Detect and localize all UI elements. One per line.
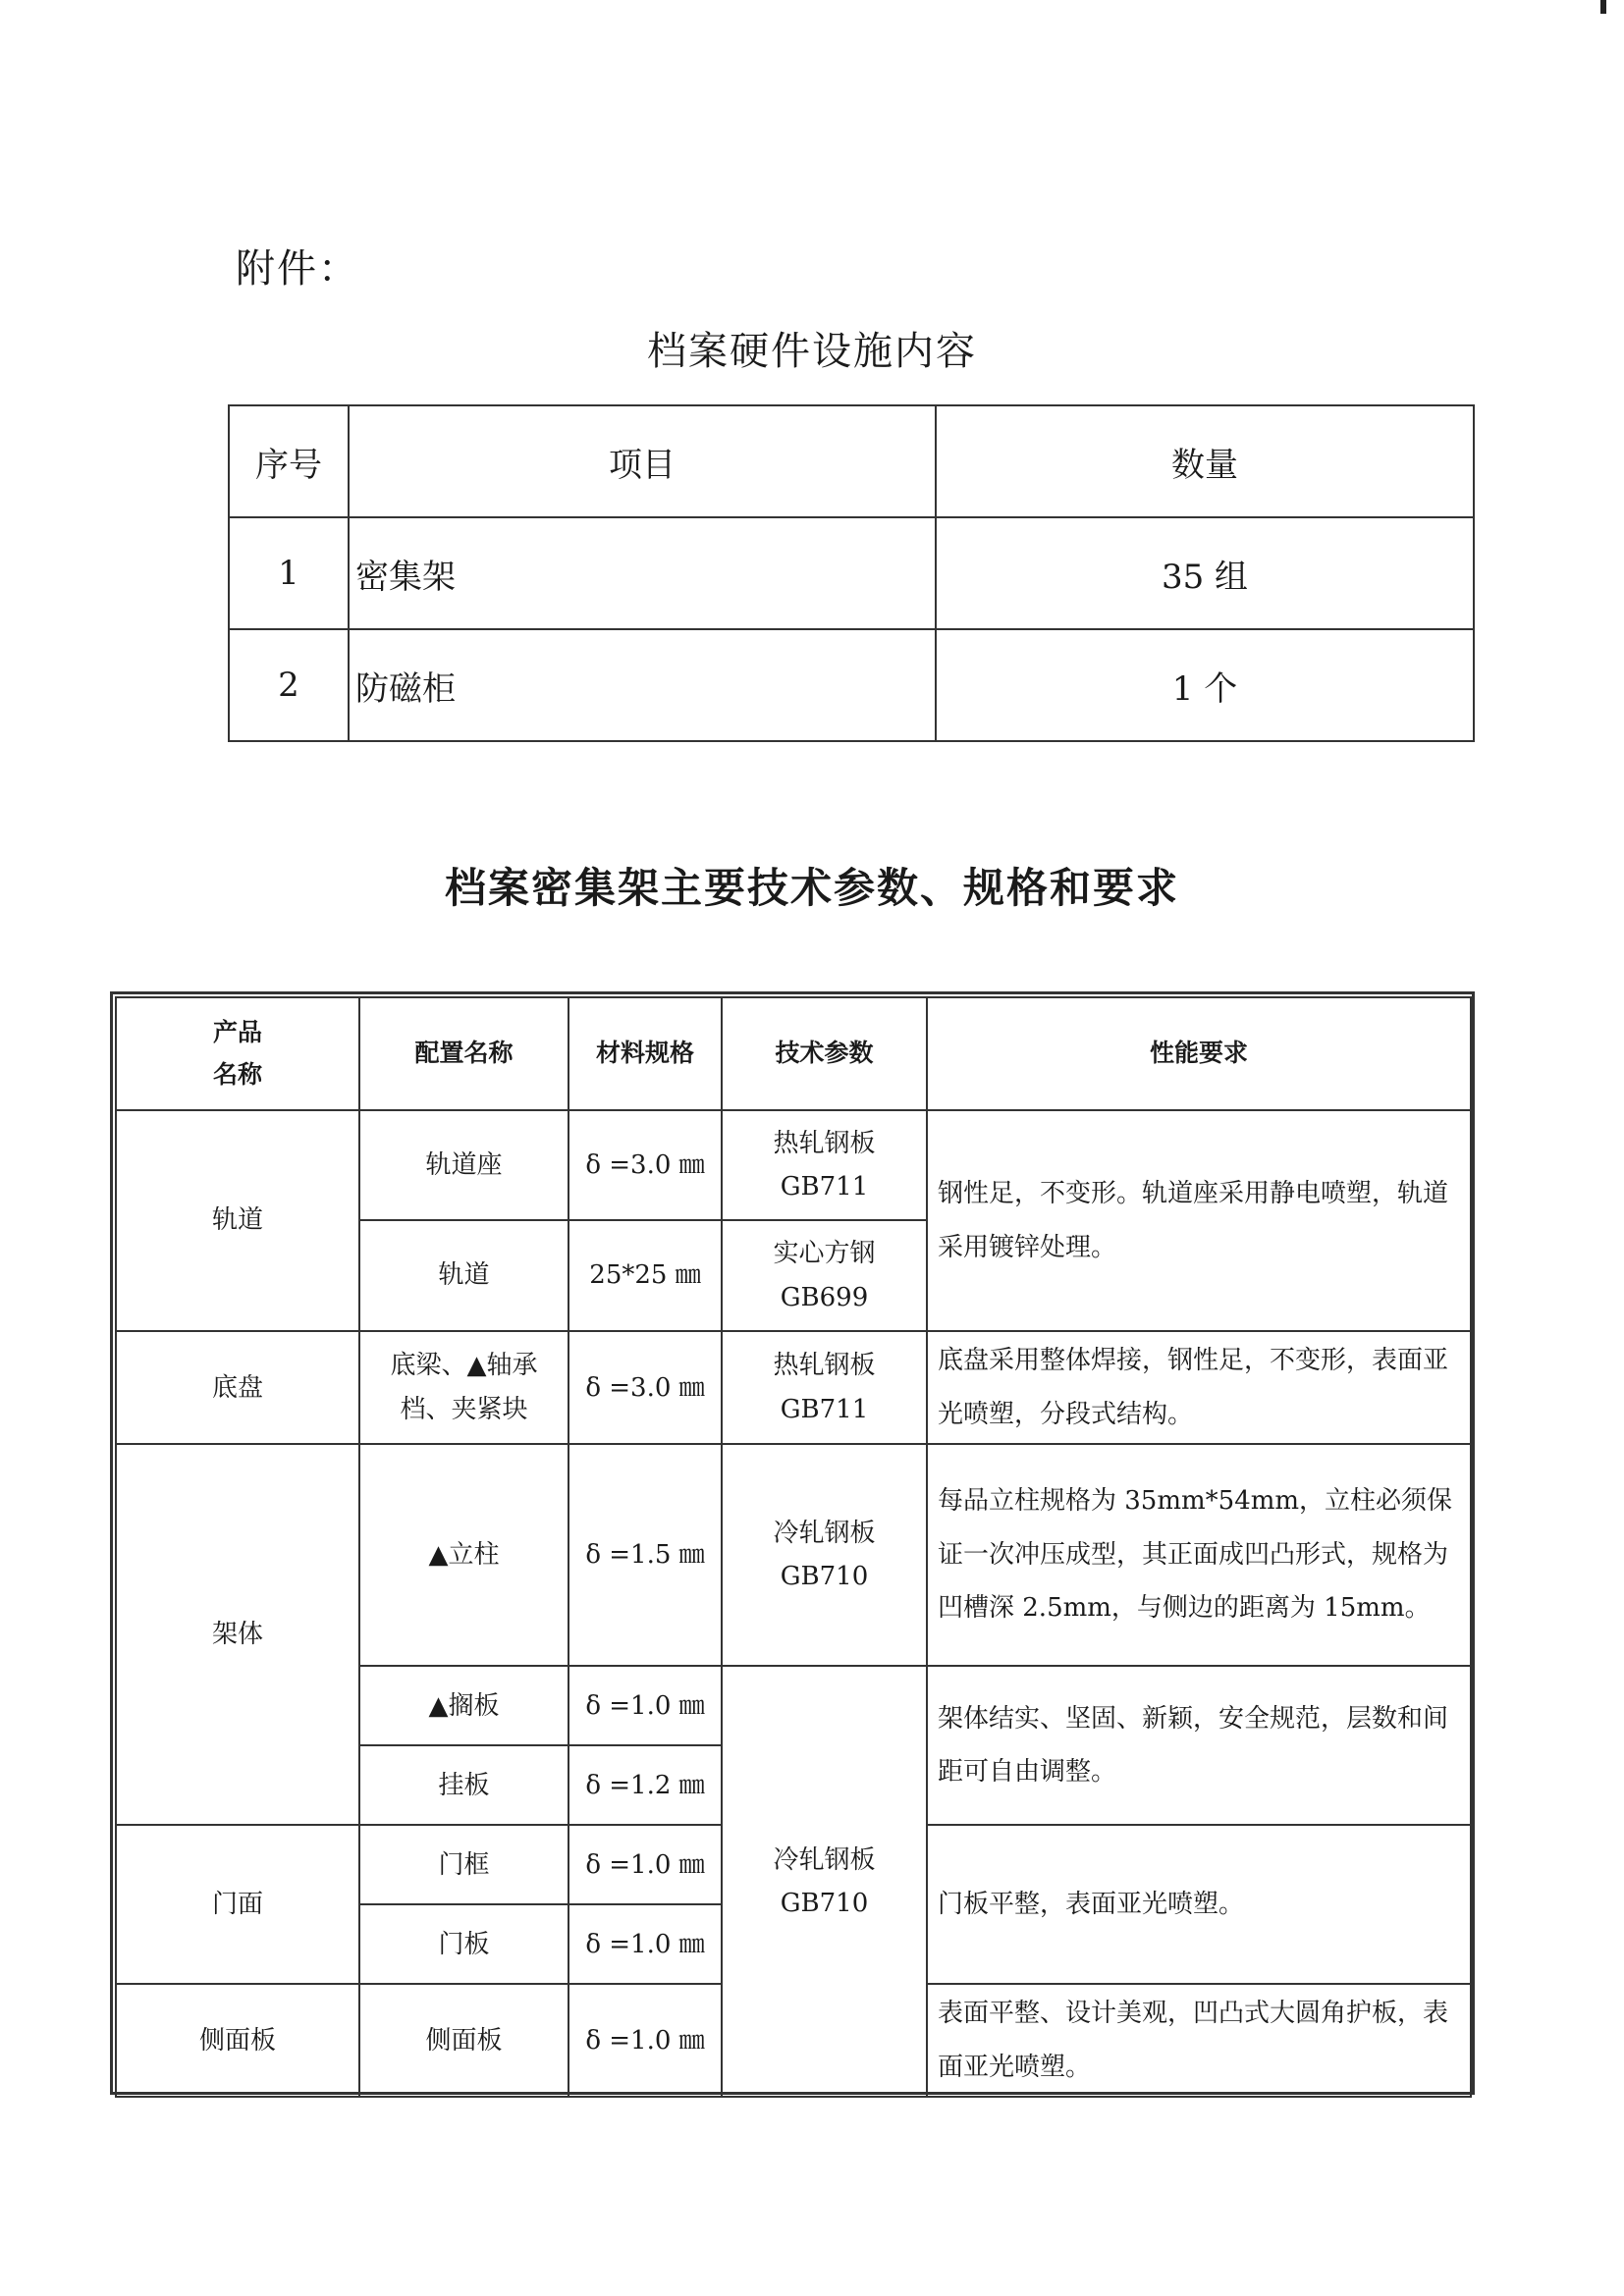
tech-cell [722, 1220, 927, 1331]
tech-line: GB711 [780, 1172, 869, 1201]
row-no: 2 [229, 629, 349, 741]
header-product-line2: 名称 [212, 1059, 262, 1089]
tech-cell [722, 1331, 927, 1444]
tech-line: 冷轧钢板 [773, 1844, 876, 1875]
table-header-row [116, 997, 1471, 1110]
material-cell: δ =3.0 ㎜ [568, 1331, 722, 1444]
config-cell: 门板 [359, 1904, 568, 1984]
material-cell: 25*25 ㎜ [568, 1220, 722, 1331]
product-side: 侧面板 [116, 1984, 359, 2097]
material-cell: δ =1.2 ㎜ [568, 1745, 722, 1825]
table-row [229, 517, 1474, 629]
perf-track: 钢性足，不变形。轨道座采用静电喷塑，轨道采用镀锌处理。 [927, 1110, 1471, 1331]
material-cell: δ =1.0 ㎜ [568, 1904, 722, 1984]
config-cell: 轨道 [359, 1220, 568, 1331]
product-frame: 架体 [116, 1444, 359, 1825]
tech-line: GB711 [780, 1394, 869, 1424]
config-cell: ▲搁板 [359, 1666, 568, 1745]
header-item: 项目 [349, 405, 936, 517]
material-cell: δ =1.0 ㎜ [568, 1984, 722, 2097]
product-chassis: 底盘 [116, 1331, 359, 1444]
row-item: 密集架 [349, 517, 936, 629]
header-config: 配置名称 [359, 997, 568, 1110]
config-cell: 挂板 [359, 1745, 568, 1825]
row-item: 防磁柜 [349, 629, 936, 741]
config-cell: 侧面板 [359, 1984, 568, 2097]
hardware-table [228, 404, 1475, 742]
table-row [116, 1444, 1471, 1666]
attachment-label: 附件： [236, 246, 359, 292]
row-qty: 35 组 [936, 517, 1474, 629]
config-cell [359, 1331, 568, 1444]
header-qty: 数量 [936, 405, 1474, 517]
tech-line: GB710 [780, 1562, 869, 1592]
material-cell: δ =1.0 ㎜ [568, 1666, 722, 1745]
table2-title: 档案密集架主要技术参数、规格和要求 [444, 864, 1179, 912]
scan-mark [1600, 0, 1606, 14]
table1-title: 档案硬件设施内容 [647, 329, 977, 374]
config-cell: ▲立柱 [359, 1444, 568, 1666]
material-cell: δ =1.5 ㎜ [568, 1444, 722, 1666]
tech-line: 热轧钢板 [773, 1128, 876, 1158]
perf-door: 门板平整，表面亚光喷塑。 [927, 1825, 1471, 1984]
perf-chassis: 底盘采用整体焊接，钢性足，不变形，表面亚光喷塑，分段式结构。 [927, 1331, 1471, 1444]
tech-shared [722, 1666, 927, 2097]
row-no: 1 [229, 517, 349, 629]
tech-line: 热轧钢板 [773, 1351, 876, 1381]
table-header-row [229, 405, 1474, 517]
table-row [116, 1331, 1471, 1444]
config-cell: 轨道座 [359, 1110, 568, 1220]
header-tech: 技术参数 [722, 997, 927, 1110]
perf-frame: 架体结实、坚固、新颖，安全规范，层数和间距可自由调整。 [927, 1666, 1471, 1825]
tech-cell [722, 1110, 927, 1220]
material-cell: δ =1.0 ㎜ [568, 1825, 722, 1904]
header-perf: 性能要求 [927, 997, 1471, 1110]
tech-line: 实心方钢 [773, 1239, 876, 1269]
spec-table [115, 996, 1472, 2098]
perf-side: 表面平整、设计美观，凹凸式大圆角护板，表面亚光喷塑。 [927, 1984, 1471, 2097]
table-row [116, 1110, 1471, 1220]
tech-line: GB710 [780, 1888, 869, 1918]
config-line: 底梁、▲轴承 [390, 1351, 538, 1381]
product-track: 轨道 [116, 1110, 359, 1331]
perf-column: 每品立柱规格为 35mm*54mm，立柱必须保证一次冲压成型，其正面成凹凸形式，规格为凹槽深 2.5mm，与侧边的距离为 15mm。 [927, 1444, 1471, 1666]
row-qty: 1 个 [936, 629, 1474, 741]
table-row [229, 629, 1474, 741]
header-product [116, 997, 359, 1110]
material-cell: δ =3.0 ㎜ [568, 1110, 722, 1220]
tech-line: 冷轧钢板 [773, 1519, 876, 1548]
tech-cell [722, 1444, 927, 1666]
header-no: 序号 [229, 405, 349, 517]
config-line: 档、夹紧块 [400, 1394, 528, 1424]
product-door: 门面 [116, 1825, 359, 1984]
config-cell: 门框 [359, 1825, 568, 1904]
tech-line: GB699 [780, 1282, 869, 1312]
header-material: 材料规格 [568, 997, 722, 1110]
header-product-line1: 产品 [212, 1018, 262, 1046]
